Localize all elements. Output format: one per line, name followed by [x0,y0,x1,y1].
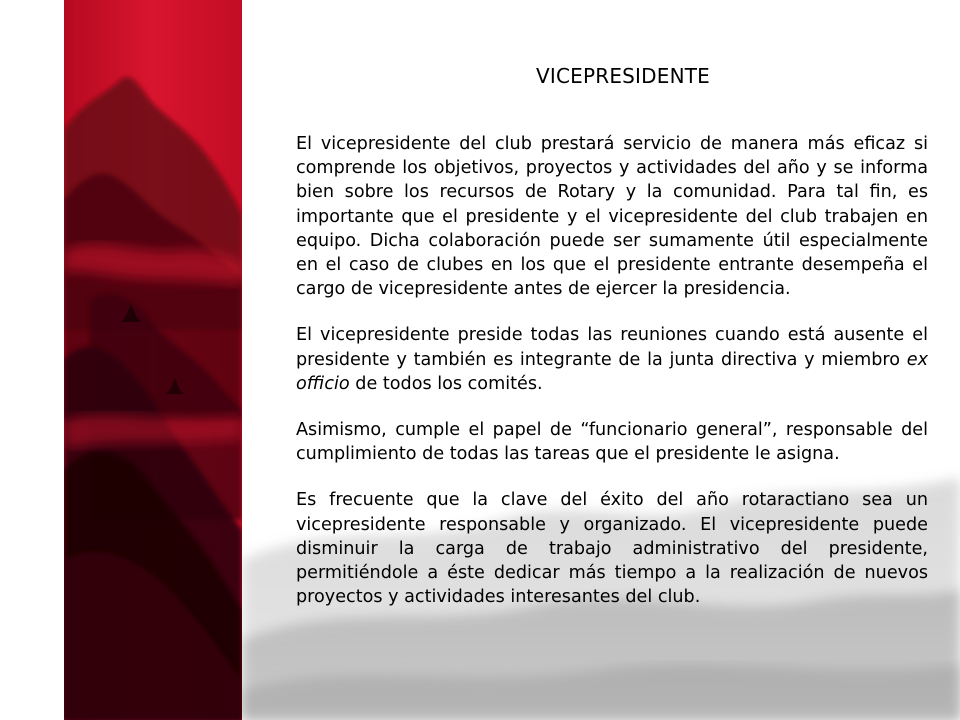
paragraph-2-text-after: de todos los comités. [349,373,543,394]
ex-officio-emphasis: ex officio [296,349,928,394]
slide-body [296,132,928,631]
paragraph-2-text-before: El vicepresidente preside todas las reuniones cuando está ausente el presidente y también es integrante de la junta directiva y miembro [296,325,928,370]
slide-title: VICEPRESIDENTE [535,64,711,88]
paragraph-3: Asimismo, cumple el papel de “funcionario general”, responsable del cumplimiento de todas las tareas que el presidente le asigna. [296,420,928,465]
paragraph-4: Es frecuente que la clave del éxito del año rotaractiano sea un vicepresidente responsable y organizado. El vicepresidente puede disminuir la carga de trabajo administrativo del presidente, permitiéndole a éste dedicar más tiempo a la realización de nuevos proyectos y actividades interesantes del club. [296,490,928,608]
paragraph-1: El vicepresidente del club prestará servicio de manera más eficaz si comprende los objetivos, proyectos y actividades del año y se informa bien sobre los recursos de Rotary y la comunidad. Para tal fin, es importante que el presidente y el vicepresidente del club trabajen en equipo. Dicha colaboración puede ser sumamente útil especialmente en el caso de clubes en los que el presidente entrante desempeña el cargo de vicepresidente antes de ejercer la presidencia. [296,134,928,300]
paragraph-2 [296,323,928,396]
